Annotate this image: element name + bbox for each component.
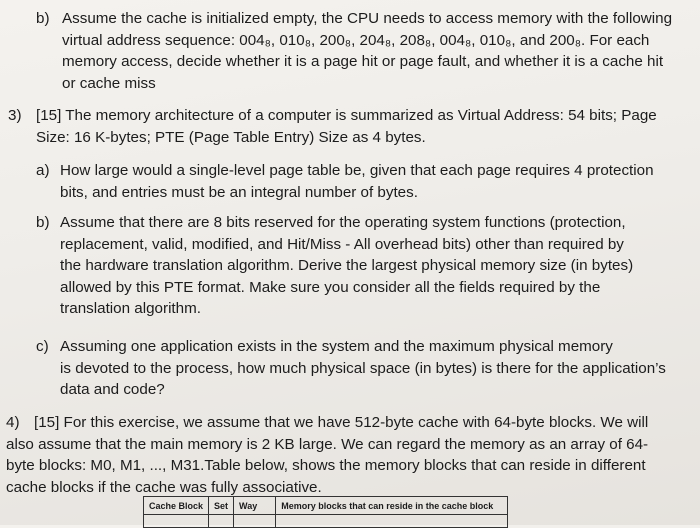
- q2b-line-2: virtual address sequence: 004₈, 010₈, 200₈, 204₈, 208₈, 004₈, 010₈, and 200₈. For each: [62, 31, 650, 49]
- table-cell: [209, 515, 234, 528]
- q2b-label: b): [36, 10, 50, 27]
- q3-line-1: [15] The memory architecture of a computer is summarized as Virtual Address: 54 bits; Page: [36, 107, 657, 124]
- q4-line-4: cache blocks if the cache was fully associative.: [6, 478, 322, 496]
- q3b-label: b): [36, 214, 50, 231]
- q3c-label: c): [36, 338, 49, 355]
- q2b-line-3: memory access, decide whether it is a page hit or page fault, and whether it is a cache hit: [62, 53, 664, 70]
- q3b-line-3: the hardware translation algorithm. Derive the largest physical memory size (in bytes): [60, 257, 634, 274]
- q2b-line-4: or cache miss: [62, 74, 156, 92]
- table-cell: [234, 515, 276, 528]
- q3a-text: [60, 160, 682, 203]
- q3b-line-1: Assume that there are 8 bits reserved for the operating system functions (protection,: [60, 214, 626, 231]
- table-row: [144, 515, 508, 528]
- q3-label: 3): [8, 107, 22, 124]
- col-header-way: Way: [234, 497, 276, 515]
- q3b-line-5: translation algorithm.: [60, 300, 201, 317]
- table-cell: [276, 515, 508, 528]
- q4-label: 4): [6, 414, 20, 431]
- q3a-line-2: bits, and entries must be an integral number of bytes.: [60, 183, 418, 201]
- col-header-memory-blocks: Memory blocks that can reside in the cache block: [276, 497, 508, 515]
- q3a-label: a): [36, 162, 50, 179]
- col-header-set: Set: [209, 497, 234, 515]
- q2b-line-1: Assume the cache is initialized empty, the CPU needs to access memory with the following: [62, 10, 673, 27]
- q3c-line-2: is devoted to the process, how much physical space (in bytes) is there for the application’s: [60, 359, 666, 377]
- q3b-line-2: replacement, valid, modified, and Hit/Miss - All overhead bits) other than required by: [60, 235, 624, 253]
- q3c-text: [60, 336, 684, 401]
- q4-line-3: byte blocks: M0, M1, ..., M31.Table below, shows the memory blocks that can reside in different: [6, 457, 646, 474]
- q2b-text: [62, 8, 678, 94]
- q3b-text: [60, 212, 680, 320]
- q4-text: [6, 412, 686, 498]
- q3-line-2: Size: 16 K-bytes; PTE (Page Table Entry) Size as 4 bytes.: [36, 128, 426, 146]
- q3b-line-4: allowed by this PTE format. Make sure you consider all the fields required by the: [60, 278, 601, 296]
- cache-block-table: [143, 496, 508, 528]
- q4-line-1: [15] For this exercise, we assume that we have 512-byte cache with 64-byte blocks. We will: [34, 414, 649, 431]
- q3-text: [36, 105, 686, 148]
- col-header-cache-block: Cache Block: [144, 497, 209, 515]
- q3c-line-3: data and code?: [60, 381, 165, 398]
- table-cell: [144, 515, 209, 528]
- q3c-line-1: Assuming one application exists in the system and the maximum physical memory: [60, 338, 613, 355]
- q4-line-2: also assume that the main memory is 2 KB large. We can regard the memory as an array of 64-: [6, 435, 649, 453]
- q3a-line-1: How large would a single-level page table be, given that each page requires 4 protection: [60, 162, 654, 179]
- table-header-row: [144, 497, 508, 515]
